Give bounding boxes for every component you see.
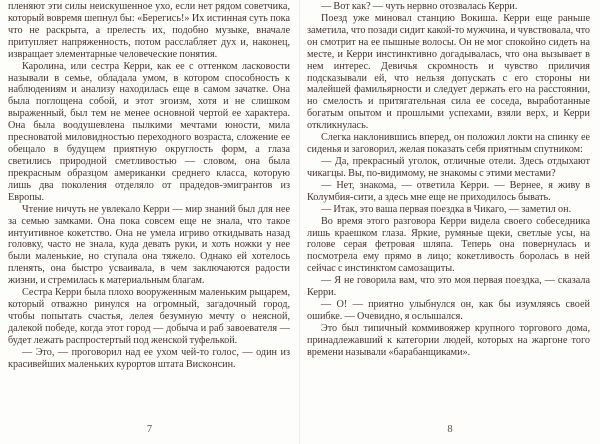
- paragraph: пленяют эти силы неискушенное ухо, если нет рядом советчика, который вовремя шепнул бы: «Берегись!» Их истинная суть пока что не раскрыта, а прелесть их, подобно музыке, вначале притупляет напряженность, потом расслабляет дух и, наконец, извращает элементарные человеческие понятия.: [8, 1, 290, 60]
- left-page-text: [8, 1, 290, 420]
- paragraph: Во время этого разговора Керри видела своего собеседника лишь краешком глаза. Яркие, румяные щеки, светлые усы, на голове серая фетровая шляпа. Теперь она повернулась и посмотрела ему прямо в лицо; кокетливость боролась в ней сейчас с инстинктом самозащиты.: [307, 215, 590, 275]
- paragraph: Это был типичный коммивояжер крупного торгового дома, принадлежавший к категории людей, которых на жаргоне того времени называли «барабанщиками».: [307, 322, 590, 358]
- right-page-number: 8: [447, 424, 453, 435]
- paragraph: — О! — приятно улыбнулся он, как бы изумляясь своей ошибке. — Очевидно, я ослышался.: [307, 299, 590, 322]
- paragraph: — Я не говорила вам, что это моя первая поездка, — сказала Керри.: [307, 275, 590, 299]
- paragraph: Сестра Керри была плохо вооруженным маленьким рыцарем, который отважно ринулся на огромный, загадочный город, чтобы попытать счастья, лелея безумную мечту о неясной, далекой победе, когда этот город — добыча и раб завоевателя — будет лежать распростертый под женской туфелькой.: [8, 287, 290, 346]
- paragraph: Поезд уже миновал станцию Вокиша. Керри еще раньше заметила, что позади сидит какой-то мужчина, и чувствовала, что он смотрит на ее пышные волосы. Он не мог спокойно сидеть на месте, и Керри инстинктивно догадывалась, что она вызывает в нем интерес. Девичья скромность и чувство приличия подсказывали ей, что нельзя допускать с его стороны ни малейшей фамильярности и следует держать его на расстоянии, но смелость и притягательная сила ее соседа, выработанные богатым опытом и прошлыми успехами, взяли верх, и Керри откликнулась.: [307, 12, 590, 132]
- right-page: [300, 0, 600, 444]
- paragraph: — Да, прекрасный уголок, отличные отели. Здесь отдыхают чикагцы. Вы, по-видимому, не знакомы с этими местами?: [307, 155, 590, 179]
- paragraph: — Вот как? — чуть нервно отозвалась Керри.: [321, 1, 518, 12]
- paragraph: Слегка наклонившись вперед, он положил локти на спинку ее сиденья и заговорил, желая показать себя приятным спутником:: [307, 132, 590, 156]
- left-page-number: 7: [146, 424, 153, 435]
- paragraph: Чтение ничуть не увлекало Керри — мир знаний был для нее за семью замками. Она пока совсем еще не знала, что такое интуитивное кокетство. Она не умела игриво откидывать назад головку, часто не знала, куда девать руки, и хоть ножки у нее были маленькие, но ступала она тяжело. Однако ей хотелось пленять, она быстро усваивала, в чем заключаются радости жизни, и стремилась к материальным благам.: [8, 203, 290, 287]
- right-page-text: [307, 1, 590, 420]
- paragraph: — Это, — проговорил над ее ухом чей-то голос, — один из красивейших маленьких курортов штата Висконсин.: [8, 346, 290, 370]
- paragraph: — Итак, это ваша первая поездка в Чикаго, — заметил он.: [321, 203, 572, 215]
- paragraph: Каролина, или сестра Керри, как ее с оттенком ласковости называли в семье, обладала умом, в котором способность к наблюдениям и анализу находилась еще в самом зачатке. Она была поглощена собой, и этот эгоизм, хотя и не слишком выраженный, был тем не менее основной чертой ее характера. Она была воодушевлена пылкими мечтами юности, мила пресноватой миловидностью переходного возраста, сложение ее обещало в будущем приятную округлость форм, а глаза светились природной сметливостью — словом, она была прекрасным образцом американки среднего класса, которую лишь два поколения отделяло от прадедов-эмигрантов из Европы.: [8, 60, 290, 203]
- paragraph: — Нет, знакома, — ответила Керри. — Вернее, я живу в Колумбия-сити, а здесь мне еще не приходилось бывать.: [307, 179, 590, 203]
